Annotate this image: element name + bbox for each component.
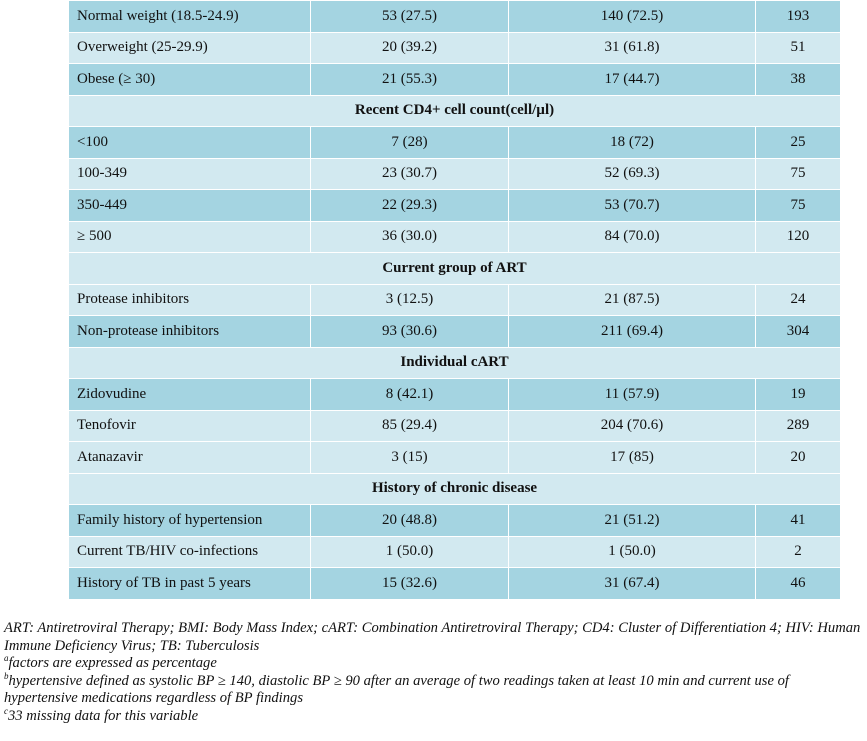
section-title: Recent CD4+ cell count(cell/µl): [69, 95, 841, 127]
count-cell-1: 3 (12.5): [311, 284, 509, 316]
total-cell: 289: [756, 410, 841, 442]
count-cell-2: 21 (51.2): [509, 505, 756, 537]
row-label-cell: Obese (≥ 30): [69, 64, 311, 96]
count-cell-1: 23 (30.7): [311, 158, 509, 190]
footnote-b: [4, 670, 864, 708]
count-cell-1: 36 (30.0): [311, 221, 509, 253]
table-row: [69, 284, 841, 316]
row-label-cell: 350-449: [69, 190, 311, 222]
count-cell-1: 1 (50.0): [311, 536, 509, 568]
footnote-c-mark: c: [4, 705, 8, 716]
row-label-cell: Non-protease inhibitors: [69, 316, 311, 348]
count-cell-1: 20 (48.8): [311, 505, 509, 537]
count-cell-2: 204 (70.6): [509, 410, 756, 442]
footnote-b-mark: b: [4, 670, 9, 681]
table-row: [69, 1, 841, 33]
count-cell-1: 15 (32.6): [311, 568, 509, 600]
table-row: [69, 64, 841, 96]
section-header-row: [69, 253, 841, 285]
table-row: [69, 379, 841, 411]
row-label-cell: Protease inhibitors: [69, 284, 311, 316]
count-cell-1: 93 (30.6): [311, 316, 509, 348]
table-row: [69, 32, 841, 64]
row-label-cell: Family history of hypertension: [69, 505, 311, 537]
section-header-row: [69, 95, 841, 127]
count-cell-1: 7 (28): [311, 127, 509, 159]
total-cell: 2: [756, 536, 841, 568]
table-row: [69, 568, 841, 600]
count-cell-2: 17 (85): [509, 442, 756, 474]
total-cell: 51: [756, 32, 841, 64]
footnote-a-text: factors are expressed as percentage: [8, 655, 217, 671]
table-row: [69, 442, 841, 474]
total-cell: 19: [756, 379, 841, 411]
row-label-cell: Tenofovir: [69, 410, 311, 442]
table-row: [69, 410, 841, 442]
data-table: [68, 0, 841, 600]
table-row: [69, 316, 841, 348]
count-cell-1: 3 (15): [311, 442, 509, 474]
row-label-cell: Zidovudine: [69, 379, 311, 411]
count-cell-1: 85 (29.4): [311, 410, 509, 442]
total-cell: 193: [756, 1, 841, 33]
footnotes: [4, 620, 864, 725]
total-cell: 41: [756, 505, 841, 537]
count-cell-2: 18 (72): [509, 127, 756, 159]
total-cell: 120: [756, 221, 841, 253]
total-cell: 24: [756, 284, 841, 316]
row-label-cell: Normal weight (18.5-24.9): [69, 1, 311, 33]
section-header-row: [69, 347, 841, 379]
table-row: [69, 190, 841, 222]
count-cell-2: 84 (70.0): [509, 221, 756, 253]
table-row: [69, 505, 841, 537]
count-cell-2: 1 (50.0): [509, 536, 756, 568]
count-cell-1: 53 (27.5): [311, 1, 509, 33]
abbreviations-note: ART: Antiretroviral Therapy; BMI: Body Mass Index; cART: Combination Antiretroviral Therapy; CD4: Cluster of Differentiation 4; HIV: Human Immune Deficiency Virus; TB: Tuberculosis: [4, 620, 861, 654]
count-cell-2: 11 (57.9): [509, 379, 756, 411]
footnote-c-text: 33 missing data for this variable: [8, 707, 199, 724]
footnote-a: [4, 655, 864, 673]
count-cell-2: 17 (44.7): [509, 64, 756, 96]
total-cell: 20: [756, 442, 841, 474]
row-label-cell: Current TB/HIV co-infections: [69, 536, 311, 568]
table-row: [69, 127, 841, 159]
total-cell: 75: [756, 190, 841, 222]
section-title: Individual cART: [69, 347, 841, 379]
row-label-cell: <100: [69, 127, 311, 159]
count-cell-1: 21 (55.3): [311, 64, 509, 96]
count-cell-2: 52 (69.3): [509, 158, 756, 190]
count-cell-2: 140 (72.5): [509, 1, 756, 33]
footnote-c: [4, 705, 864, 726]
row-label-cell: Atanazavir: [69, 442, 311, 474]
count-cell-2: 53 (70.7): [509, 190, 756, 222]
count-cell-1: 8 (42.1): [311, 379, 509, 411]
section-header-row: [69, 473, 841, 505]
footnote-a-mark: a: [4, 653, 9, 664]
count-cell-1: 22 (29.3): [311, 190, 509, 222]
table-row: [69, 536, 841, 568]
total-cell: 75: [756, 158, 841, 190]
count-cell-1: 20 (39.2): [311, 32, 509, 64]
table-row: [69, 158, 841, 190]
total-cell: 25: [756, 127, 841, 159]
row-label-cell: History of TB in past 5 years: [69, 568, 311, 600]
total-cell: 46: [756, 568, 841, 600]
count-cell-2: 31 (67.4): [509, 568, 756, 600]
table-body: [69, 1, 841, 600]
section-title: History of chronic disease: [69, 473, 841, 505]
section-title: Current group of ART: [69, 253, 841, 285]
row-label-cell: 100-349: [69, 158, 311, 190]
footnote-b-text: hypertensive defined as systolic BP ≥ 140, diastolic BP ≥ 90 after an average of two readings taken at least 10 min and current use of hypertensive medications regardless of BP findings: [4, 672, 789, 706]
table-row: [69, 221, 841, 253]
total-cell: 304: [756, 316, 841, 348]
count-cell-2: 31 (61.8): [509, 32, 756, 64]
row-label-cell: ≥ 500: [69, 221, 311, 253]
total-cell: 38: [756, 64, 841, 96]
count-cell-2: 211 (69.4): [509, 316, 756, 348]
count-cell-2: 21 (87.5): [509, 284, 756, 316]
row-label-cell: Overweight (25-29.9): [69, 32, 311, 64]
